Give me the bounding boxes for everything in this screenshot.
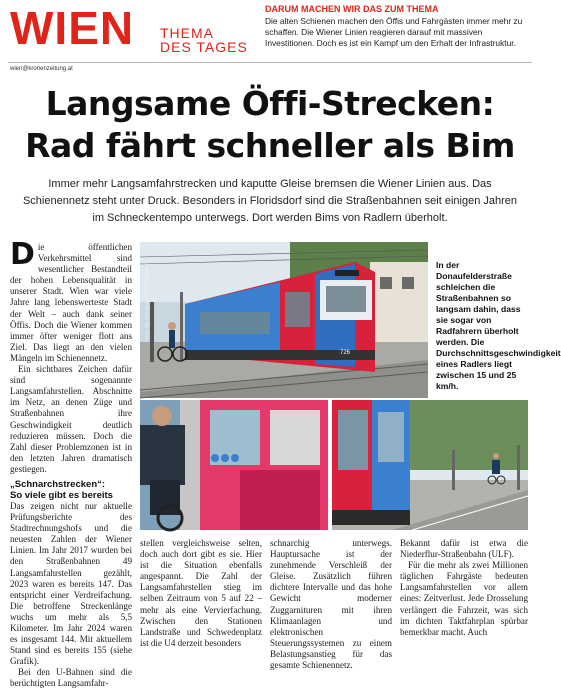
subhead-line1: „Schnarchstrecken“: [10, 478, 106, 490]
headline-line1: Langsame Öffi-Strecken: [45, 84, 495, 123]
teaser-box [265, 4, 533, 49]
body-paragraph-3: Das zeigen nicht nur aktuelle Prüfungsberichte des Stadtrechnungshofs und die neuesten Zahlen der Wiener Linien. Im Jahr 2017 wurden bei den Straßenbahnen 49 Langsamfahrstellen gezählt, 2023 waren es bereits 147. Das entspricht einer Verdreifachung. Die betroffene Streckenlänge wuchs um mehr als 5,5 Kilometer. Im Jahr 2024 waren es insgesamt 144. Mit aktuellem Stand sind es bereits 155 (siehe Grafik). [10, 500, 132, 667]
body-paragraph-4: Bei den U-Bahnen sind die berüchtigten Langsamfahr- [10, 667, 132, 689]
tram-number: 726 [340, 350, 351, 356]
photo-credit: Fotos: Die Grünen Wien/Heidi Sequenz [144, 263, 149, 342]
article-column-4 [400, 538, 528, 666]
tram-photo-top [140, 242, 428, 398]
column4-paragraph-1: Bekannt dafür ist etwa die Niederflur-Straßenbahn (ULF). [400, 538, 528, 560]
tram-photo-top-illustration [140, 242, 428, 398]
contact-email: wien@kronenzeitung.at [10, 66, 73, 72]
article-column-3: schnarchig unterwegs. Hauptursache ist der zunehmende Verschleiß der Gleise. Zusätzlich führen dichtere Intervalle und das hohe Gewicht moderner Zuggarnituren mit ihren Klimaanlagen und elektronischen Steuerungssystemen zu einem Belastungsanstieg für das gesamte Schienennetz. [270, 538, 392, 671]
subhead-line2: So viele gibt es bereits [10, 489, 113, 501]
cyclist-photo [140, 400, 328, 530]
subhead [10, 479, 132, 501]
headline-line2: Rad fährt schneller als Bim [25, 126, 515, 165]
article-column-2: stellen vergleichsweise selten, doch auch dort gibt es sie. Hier ist die Situation ebenfalls angespannt. Die Zahl der Langsamfahrstellen stieg im selben Zeitraum von 5 auf 22 – mehr als eine Vervierfachung. Zwischen den Stationen Landstraße und Schwedenplatz ist die U4 derzeit besonders [140, 538, 262, 648]
teaser-heading: DARUM MACHEN WIR DAS ZUM THEMA [265, 4, 439, 14]
street-photo [332, 400, 528, 530]
street-photo-illustration [332, 400, 528, 530]
cyclist-photo-illustration [140, 400, 328, 530]
article-column-1 [10, 237, 132, 689]
photo-caption: In der Donaufelderstraße schleichen die Straßenbahnen so langsam dahin, dass sie sogar von Radfahrern überholt werden. Die Durchschnittsgeschwindigkeit eines Radlers liegt zwischen 15 und 25 km/h. [436, 260, 561, 391]
body-paragraph-1: ie öffentlichen Verkehrsmittel sind wesentlicher Bestandteil der hohen Lebensqualität in unserer Stadt. Wien war viele Jahre lang lebenswerteste Stadt der Welt – auch dank seiner Öffis. Doch die Wiener kommen immer öfter weniger flott ans Ziel. Das liegt an den vielen Mängeln im Schienennetz. [10, 242, 132, 363]
body-paragraph-2: Ein sichtbares Zeichen dafür sind sogenannte Langsamfahrstellen. Abschnitte im Netz, an denen Züge und Straßenbahnen ihre Geschwindigkeit deutlich reduzieren müssen. Doch die Zahl dieser Problemzonen ist in den letzten Jahren dramatisch gestiegen. [10, 364, 132, 474]
masthead-subtitle-line1: THEMA [160, 25, 214, 41]
column4-paragraph-2: Für die mehr als zwei Millionen täglichen Fahrgäste bedeuten Langsamfahrstellen vor allem eines: Zeitverlust. Jede Drosselung verlängert die Fahrzeit, was sich im dichten Taktfahrplan spürbar bemerkbar macht. Auch [400, 560, 528, 637]
drop-cap: D [10, 237, 35, 272]
masthead-divider [8, 62, 532, 63]
masthead-subtitle [160, 26, 248, 54]
teaser-text: Die alten Schienen machen den Öffis und Fahrgästen immer mehr zu schaffen. Die Wiener Linien reagieren darauf mit massiven Investitionen. Doch es ist ein Kampf um den Erhalt der Infrastruktur. [265, 16, 523, 48]
lead-paragraph: Immer mehr Langsamfahrstrecken und kaputte Gleise bremsen die Wiener Linien aus. Das Schienennetz steht unter Druck. Besonders in Floridsdorf sind die Straßenbahnen seit einigen Jahren im Schneckentempo unterwegs. Dort werden Bims von Radlern überholt. [22, 178, 518, 224]
masthead-title: WIEN [10, 2, 135, 54]
masthead-subtitle-line2: DES TAGES [160, 39, 248, 55]
